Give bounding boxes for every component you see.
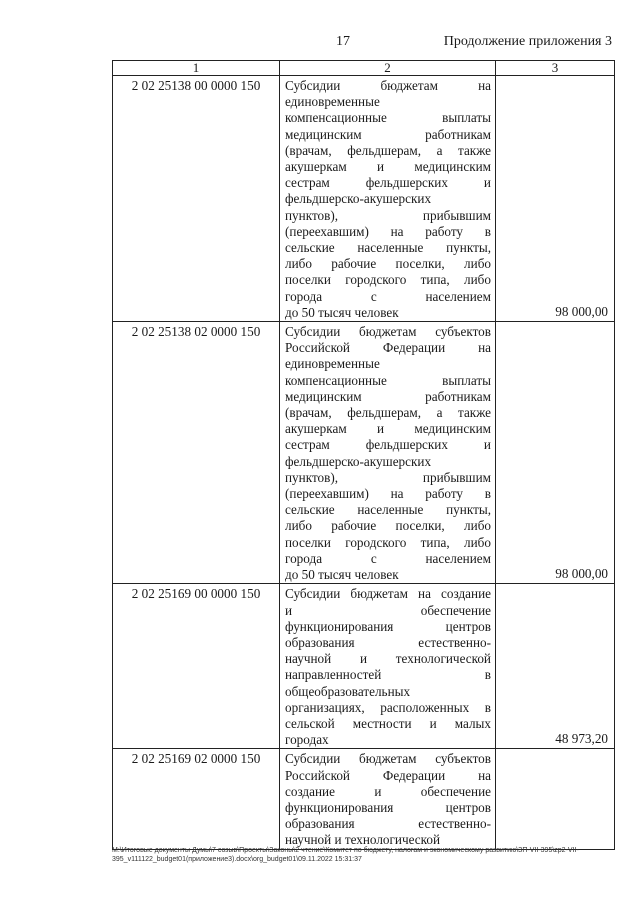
table-header-row <box>113 61 615 76</box>
description-line: акушеркам и медицинским <box>285 421 491 437</box>
table-row <box>113 322 615 584</box>
budget-code: 2 02 25138 00 0000 150 <box>113 76 280 322</box>
budget-amount <box>496 749 615 849</box>
description-line: (врачам, фельдшерам, а также <box>285 405 491 421</box>
description-line: (переехавшим) на работу в <box>285 223 491 239</box>
page-number: 17 <box>336 34 350 49</box>
column-header-1: 1 <box>113 61 280 76</box>
description-line: функционирования центров <box>285 618 491 634</box>
description-line: фельдшерско-акушерских <box>285 191 432 207</box>
budget-code: 2 02 25138 02 0000 150 <box>113 322 280 584</box>
description-line: Субсидии бюджетам на <box>285 78 491 93</box>
budget-description <box>280 584 496 749</box>
description-line: пунктов), прибывшим <box>285 207 491 223</box>
table-row <box>113 749 615 849</box>
budget-description <box>280 76 496 322</box>
description-line: образования естественно- <box>285 634 491 650</box>
appendix-title: Продолжение приложения 3 <box>443 34 612 49</box>
description-line: акушеркам и медицинским <box>285 159 491 175</box>
description-line: (врачам, фельдшерам, а также <box>285 142 491 158</box>
description-line: фельдшерско-акушерских <box>285 453 432 469</box>
description-line: медицинским работникам <box>285 126 491 142</box>
description-line: и обеспечение <box>285 602 491 618</box>
description-line: либо рабочие поселки, либо <box>285 256 491 272</box>
budget-table <box>112 60 615 850</box>
description-line: Субсидии бюджетам субъектов <box>285 324 491 340</box>
description-line: единовременные <box>285 94 380 110</box>
description-line: Субсидии бюджетам субъектов <box>285 751 491 767</box>
budget-amount: 98 000,00 <box>496 322 615 584</box>
description-line: Субсидии бюджетам на создание <box>285 586 491 602</box>
description-line: Российской Федерации на <box>285 340 491 356</box>
description-line: поселки городского типа, либо <box>285 272 491 288</box>
description-line: до 50 тысяч человек <box>285 304 399 320</box>
description-line: единовременные <box>285 356 380 372</box>
footer-line-2: 395_v111122_budget01(приложение3).docx\org_budget01\09.11.2022 15:31:37 <box>112 856 362 863</box>
description-line: городах <box>285 732 329 748</box>
description-line: сестрам фельдшерских и <box>285 437 491 453</box>
description-line: функционирования центров <box>285 799 491 815</box>
description-line: поселки городского типа, либо <box>285 534 491 550</box>
description-line: научной и технологической <box>285 651 491 667</box>
description-line: Российской Федерации на <box>285 767 491 783</box>
description-line: города с населением <box>285 550 491 566</box>
description-line: медицинским работникам <box>285 388 491 404</box>
budget-code: 2 02 25169 00 0000 150 <box>113 584 280 749</box>
description-line: направленностей в <box>285 667 491 683</box>
column-header-2: 2 <box>280 61 496 76</box>
table-row <box>113 76 615 322</box>
description-line: общеобразовательных <box>285 683 411 699</box>
budget-amount: 48 973,20 <box>496 584 615 749</box>
description-line: до 50 тысяч человек <box>285 567 399 583</box>
description-line: сестрам фельдшерских и <box>285 175 491 191</box>
description-line: сельские населенные пункты, <box>285 240 491 256</box>
description-line: либо рабочие поселки, либо <box>285 518 491 534</box>
description-line: компенсационные выплаты <box>285 372 491 388</box>
description-line: сельские населенные пункты, <box>285 502 491 518</box>
budget-code: 2 02 25169 02 0000 150 <box>113 749 280 849</box>
description-line: создание и обеспечение <box>285 783 491 799</box>
description-line: сельской местности и малых <box>285 715 491 731</box>
table-row <box>113 584 615 749</box>
description-line: компенсационные выплаты <box>285 110 491 126</box>
description-line: образования естественно- <box>285 816 491 832</box>
budget-description <box>280 749 496 849</box>
column-header-3: 3 <box>496 61 615 76</box>
budget-description <box>280 322 496 584</box>
description-line: научной и технологической <box>285 832 441 848</box>
file-path-footer <box>112 846 614 864</box>
description-line: города с населением <box>285 288 491 304</box>
footer-line-1: M:\Итоговые документы Думы\7 созыв\Проекты\Законы\2 чтение\Комитет по бюджету, налогам и экономическому развитию\ЗП-VII-395\zp2-VII- <box>112 847 579 854</box>
budget-amount: 98 000,00 <box>496 76 615 322</box>
description-line: пунктов), прибывшим <box>285 469 491 485</box>
description-line: (переехавшим) на работу в <box>285 486 491 502</box>
description-line: организациях, расположенных в <box>285 699 491 715</box>
